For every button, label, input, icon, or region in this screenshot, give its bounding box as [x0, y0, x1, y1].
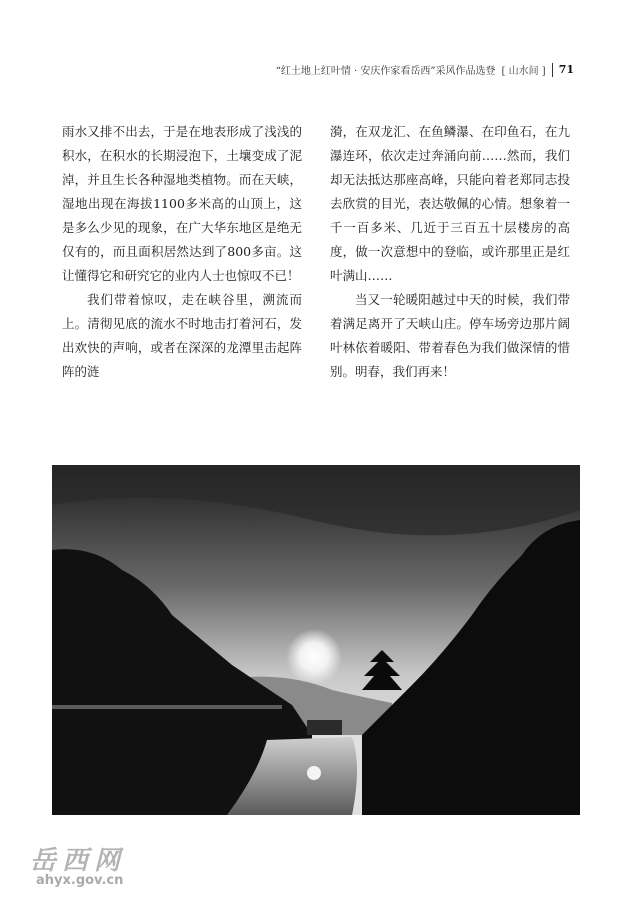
- running-header: [276, 62, 574, 77]
- series-title: “红土地上红叶情 · 安庆作家看岳西”采风作品选登: [275, 66, 496, 77]
- right-paragraph-2: 当又一轮暖阳越过中天的时候，我们带着满足离开了天峡山庄。停车场旁边那片阔叶林依着暖阳、带着春色为我们做深情的惜别。明春，我们再来！: [330, 292, 570, 379]
- left-paragraph-2: 我们带着惊叹，走在峡谷里，溯流而上。清彻见底的流水不时地击打着河石，发出欢快的声响，或者在深深的龙潭里击起阵阵的涟: [62, 292, 302, 379]
- sun: [286, 629, 342, 685]
- landscape-photo: [52, 465, 580, 815]
- watermark-logo: 岳西网: [30, 846, 127, 876]
- section-label: [ 山水间 ]: [501, 66, 546, 77]
- sun-reflection: [307, 766, 321, 780]
- watermark-url: ahyx.gov.cn: [36, 873, 124, 888]
- left-paragraph-1: 雨水又排不出去，于是在地表形成了浅浅的积水，在积水的长期浸泡下，土壤变成了泥淖，并且生长各种湿地类植物。而在天峡，湿地出现在海拔1100多米高的山顶上，这是多么少见的现象，在广大华东地区是绝无仅有的，而且面积居然达到了800多亩。这让懂得它和研究它的业内人士也惊叹不已！: [62, 124, 302, 283]
- building: [307, 720, 342, 735]
- page-number: 71: [558, 63, 574, 76]
- right-column: [330, 120, 570, 384]
- lakeside-road: [52, 705, 282, 709]
- left-column: [62, 120, 302, 384]
- right-paragraph-1: 漪，在双龙汇、在鱼鳞瀑、在印鱼石，在九瀑连环，依次走过奔涌向前……然而，我们却无法抵达那座高峰，只能向着老郑同志投去欣赏的目光，表达敬佩的心情。想象着一千一百多米、几近于三百五十层楼房的高度，做一次意想中的登临，或许那里正是红叶满山……: [330, 124, 570, 283]
- header-divider: [552, 63, 553, 77]
